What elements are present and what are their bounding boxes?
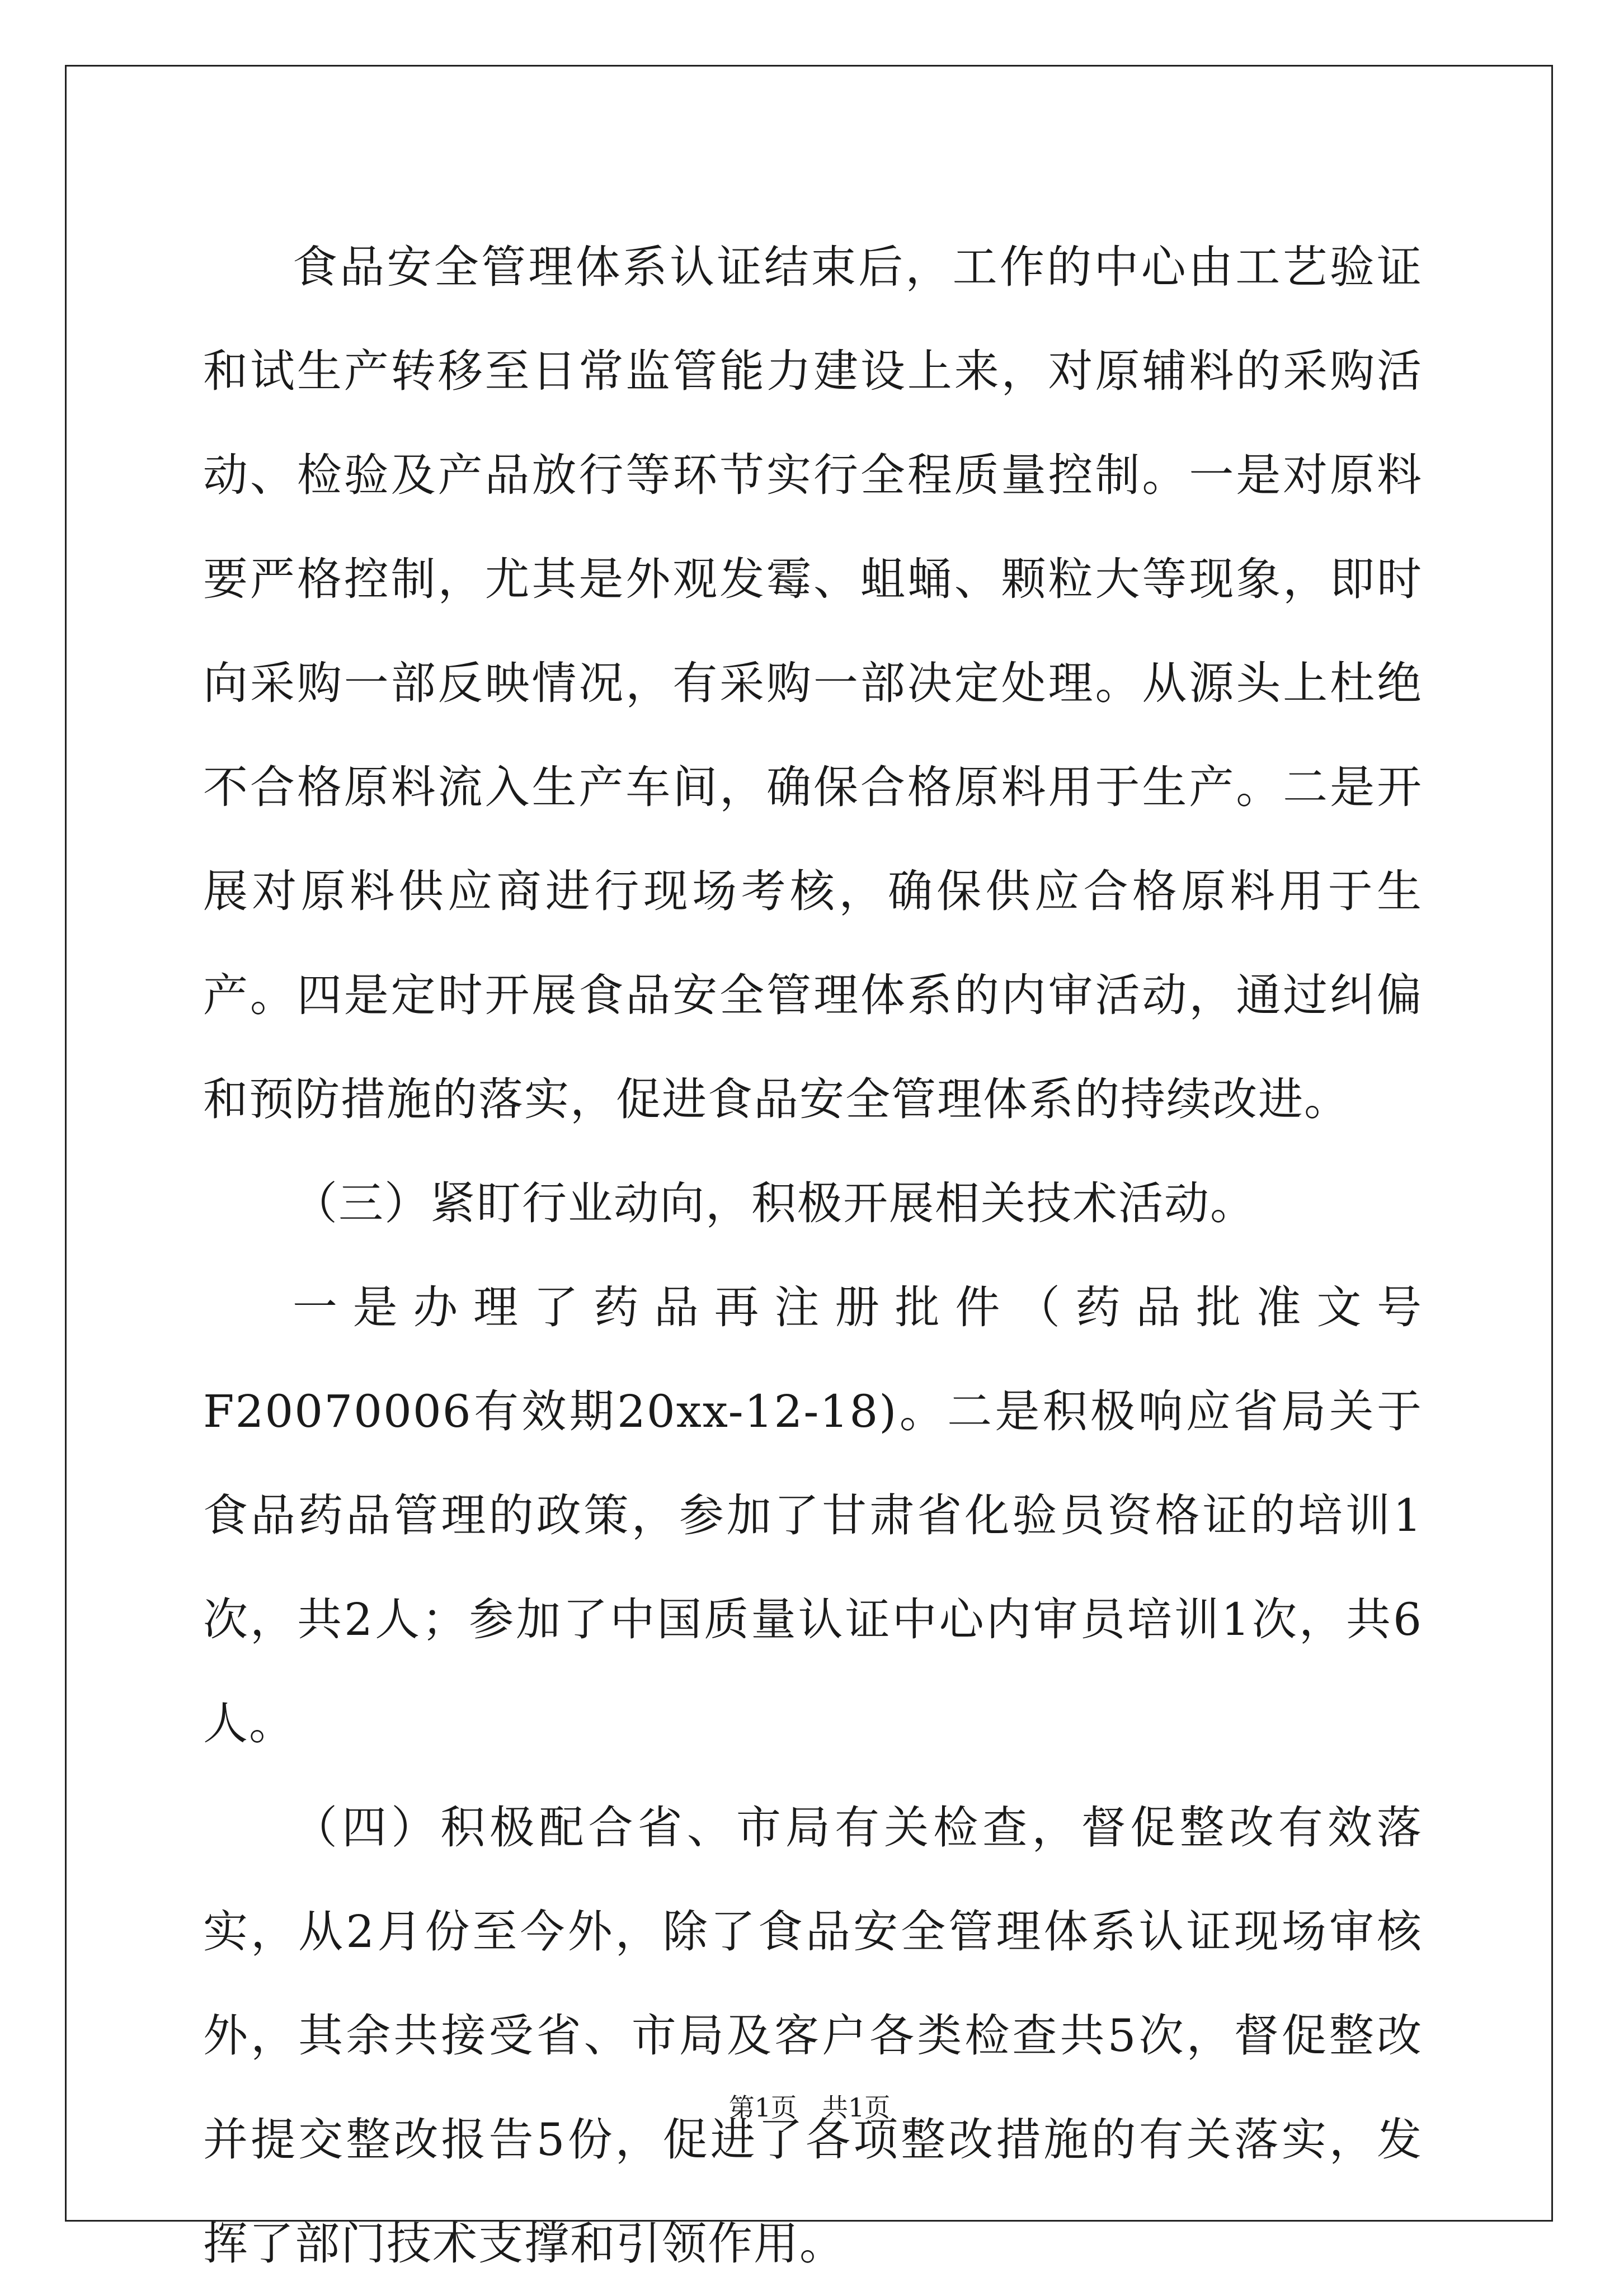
paragraph-4: （四）积极配合省、市局有关检查，督促整改有效落实，从2月份至今外，除了食品安全管理体系认证现场审核外，其余共接受省、市局及客户各类检查共5次，督促整改并提交整改报告5份，促进了各项整改措施的有关落实，发挥了部门技术支撑和引领作用。 <box>203 1802 1423 2270</box>
page-number-current: 第1页 <box>728 2092 797 2123</box>
document-body <box>203 215 1423 2296</box>
page-footer <box>0 2087 1619 2124</box>
paragraph-2: （三）紧盯行业动向，积极开展相关技术活动。 <box>293 1177 1256 1229</box>
paragraph-3: 一是办理了药品再注册批件（药品批准文号F20070006有效期20xx-12-18)。二是积极响应省局关于食品药品管理的政策，参加了甘肃省化验员资格证的培训1次，共2人；参加了中国质量认证中心内审员培训1次，共6人。 <box>203 1281 1423 1750</box>
paragraph-1: 食品安全管理体系认证结束后，工作的中心由工艺验证和试生产转移至日常监管能力建设上来，对原辅料的采购活动、检验及产品放行等环节实行全程质量控制。一是对原料要严格控制，尤其是外观发霉、蛆蛹、颗粒大等现象，即时向采购一部反映情况，有采购一部决定处理。从源头上杜绝不合格原料流入生产车间，确保合格原料用于生产。二是开展对原料供应商进行现场考核，确保供应合格原料用于生产。四是定时开展食品安全管理体系的内审活动，通过纠偏和预防措施的落实，促进食品安全管理体系的持续改进。 <box>203 241 1423 1125</box>
page-number-total: 共1页 <box>822 2092 891 2123</box>
